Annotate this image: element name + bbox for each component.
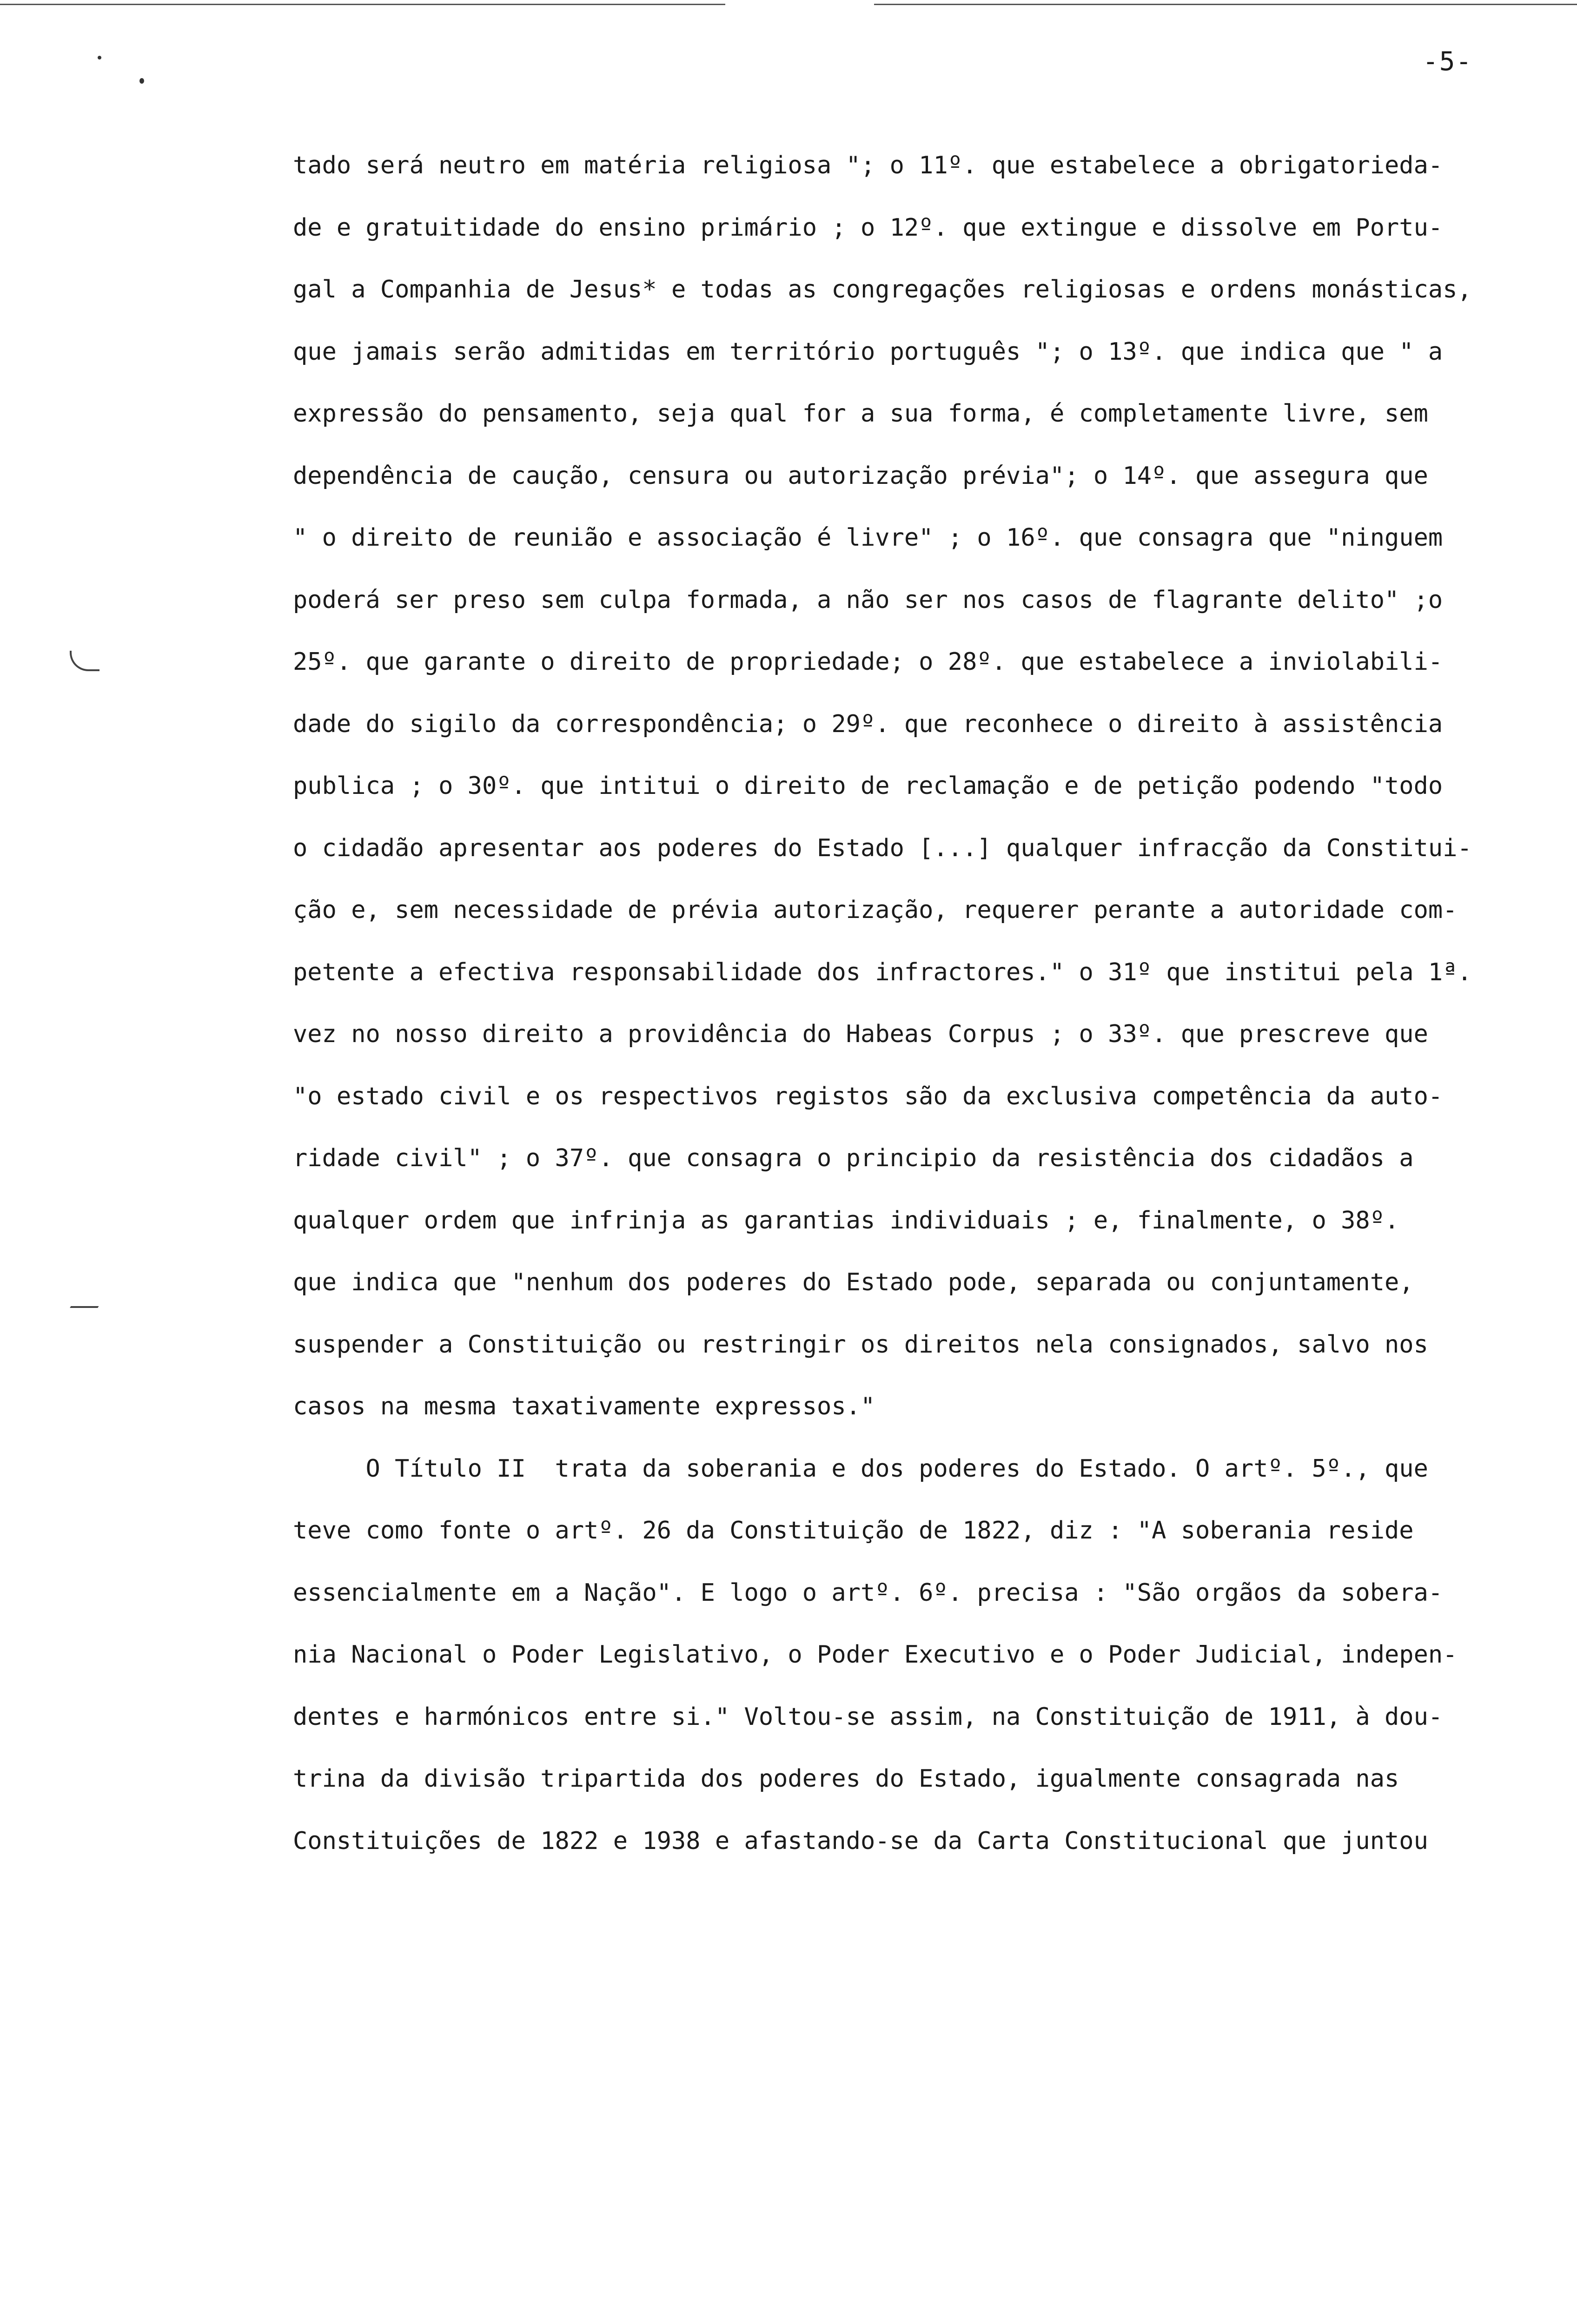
scan-speck (139, 78, 144, 84)
top-border-rule-right (874, 4, 1577, 5)
text-line: ção e, sem necessidade de prévia autorização, requerer perante a autoridade com- (293, 896, 1458, 924)
margin-mark (70, 1292, 107, 1308)
text-line: teve como fonte o artº. 26 da Constituição de 1822, diz : "A soberania reside (293, 1517, 1414, 1545)
text-line: gal a Companhia de Jesus* e todas as congregações religiosas e ordens monásticas, (293, 276, 1472, 304)
text-line: de e gratuitidade do ensino primário ; o 12º. que extingue e dissolve em Portu- (293, 213, 1443, 242)
text-line: trina da divisão tripartida dos poderes do Estado, igualmente consagrada nas (293, 1765, 1399, 1793)
text-line: " o direito de reunião e associação é livre" ; o 16º. que consagra que "ninguem (293, 524, 1443, 552)
text-line: publica ; o 30º. que intitui o direito de reclamação e de petição podendo "todo (293, 772, 1443, 800)
page-number: -5- (1423, 46, 1473, 77)
margin-mark (70, 651, 99, 671)
body-text (293, 135, 1530, 1872)
text-line: que indica que "nenhum dos poderes do Estado pode, separada ou conjuntamente, (293, 1268, 1414, 1296)
text-line: dependência de caução, censura ou autorização prévia"; o 14º. que assegura que (293, 462, 1428, 490)
text-line: qualquer ordem que infrinja as garantias individuais ; e, finalmente, o 38º. (293, 1206, 1399, 1235)
scan-speck (98, 56, 101, 59)
text-line: que jamais serão admitidas em território português "; o 13º. que indica que " a (293, 337, 1443, 366)
text-line: vez no nosso direito a providência do Habeas Corpus ; o 33º. que prescreve que (293, 1020, 1428, 1048)
text-line: casos na mesma taxativamente expressos." (293, 1393, 875, 1420)
text-line: Constituições de 1822 e 1938 e afastando-se da Carta Constitucional que juntou (293, 1827, 1428, 1855)
text-line: tado será neutro em matéria religiosa "; o 11º. que estabelece a obrigatorieda- (293, 152, 1443, 179)
text-line: 25º. que garante o direito de propriedade; o 28º. que estabelece a inviolabili- (293, 648, 1443, 676)
text-line: ridade civil" ; o 37º. que consagra o principio da resistência dos cidadãos a (293, 1144, 1414, 1172)
top-border-rule-left (0, 4, 725, 5)
text-line: dentes e harmónicos entre si." Voltou-se assim, na Constituição de 1911, à dou- (293, 1703, 1443, 1731)
text-line: poderá ser preso sem culpa formada, a não ser nos casos de flagrante delito" ;o (293, 586, 1443, 614)
text-line: nia Nacional o Poder Legislativo, o Poder Executivo e o Poder Judicial, indepen- (293, 1641, 1458, 1669)
text-line: O Título II trata da soberania e dos poderes do Estado. O artº. 5º., que (293, 1454, 1428, 1483)
text-line: o cidadão apresentar aos poderes do Estado [...] qualquer infracção da Constitui- (293, 834, 1472, 862)
text-line: expressão do pensamento, seja qual for a sua forma, é completamente livre, sem (293, 400, 1428, 428)
text-line: "o estado civil e os respectivos registos são da exclusiva competência da auto- (293, 1082, 1443, 1110)
text-line: suspender a Constituição ou restringir os direitos nela consignados, salvo nos (293, 1330, 1428, 1359)
text-line: essencialmente em a Nação". E logo o artº. 6º. precisa : "São orgãos da sobera- (293, 1578, 1443, 1607)
text-line: dade do sigilo da correspondência; o 29º. que reconhece o direito à assistência (293, 710, 1443, 738)
text-line: petente a efectiva responsabilidade dos infractores." o 31º que institui pela 1ª. (293, 958, 1472, 986)
